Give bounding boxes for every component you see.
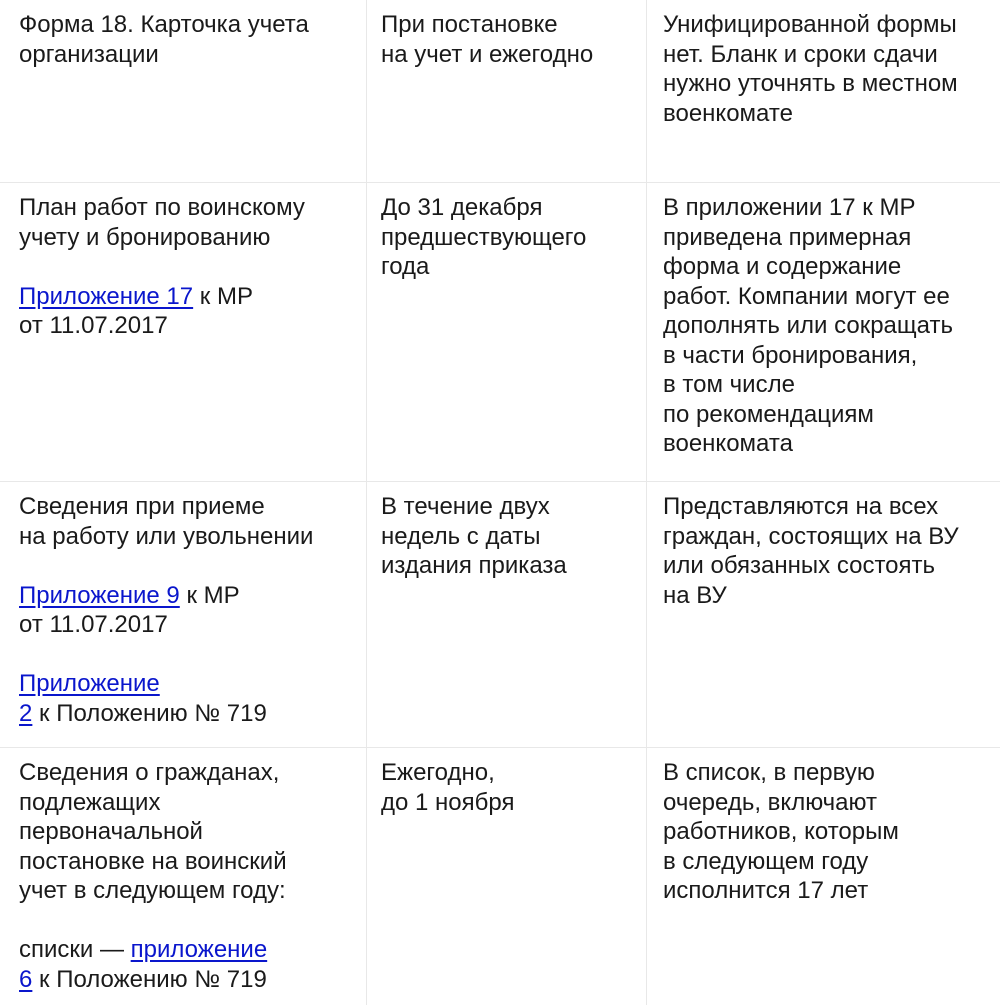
cell-text-line: военкомате (663, 99, 793, 127)
comment-cell (647, 183, 1000, 481)
deadline-cell (367, 0, 647, 182)
cell-text-line: подлежащих (19, 788, 161, 816)
deadline-cell (367, 482, 647, 747)
cell-text-line: При постановке (381, 11, 558, 38)
cell-text-line: Форма 18. Карточка учета (19, 11, 309, 38)
cell-text-line: граждан, состоящих на ВУ (663, 522, 959, 550)
cell-text-line: Ежегодно, (381, 759, 495, 786)
appendix-6-link-number[interactable]: 6 (19, 965, 33, 993)
cell-text-line: от 11.07.2017 (19, 611, 168, 638)
cell-text-line (19, 669, 366, 699)
cell-text-line (19, 965, 366, 995)
cell-text-line (19, 935, 366, 965)
table-row (0, 183, 1000, 482)
document-name-cell (0, 482, 367, 747)
cell-text-line: В приложении 17 к МР (663, 194, 916, 221)
cell-text-line: приведена примерная (663, 223, 912, 251)
cell-text-line: до 1 ноября (381, 788, 515, 816)
cell-text-line: в том числе (663, 371, 795, 398)
cell-text-line: План работ по воинскому (19, 194, 305, 221)
cell-text-line: учет в следующем году: (19, 877, 286, 904)
cell-text-line: предшествующего (381, 223, 587, 251)
cell-text-line: в следующем году (663, 847, 869, 875)
cell-text-line: от 11.07.2017 (19, 312, 168, 339)
cell-text-line (19, 282, 366, 312)
cell-text-line: года (381, 253, 430, 280)
cell-text-line: дополнять или сокращать (663, 312, 953, 339)
cell-text-line: недель с даты (381, 522, 541, 550)
cell-text-line: или обязанных состоять (663, 552, 936, 579)
cell-text-line: военкомата (663, 430, 793, 457)
link-prefix-text: списки — (19, 936, 131, 963)
link-suffix-text: к МР (179, 581, 240, 609)
cell-text-line: на ВУ (663, 581, 727, 609)
cell-text-line: форма и содержание (663, 253, 902, 280)
deadline-cell (367, 748, 647, 1005)
link-suffix-text: к Положению № 719 (32, 699, 267, 727)
cell-text-line: постановке на воинский (19, 847, 287, 875)
appendix-17-link[interactable]: Приложение 17 (19, 282, 194, 310)
cell-text-line: работ. Компании могут ее (663, 282, 950, 310)
link-suffix-text: к МР (193, 282, 253, 310)
appendix-9-link[interactable]: Приложение 9 (19, 581, 180, 609)
cell-text-line: исполнится 17 лет (663, 877, 869, 904)
cell-text-line: нет. Бланк и сроки сдачи (663, 40, 938, 68)
cell-text-line: работников, которым (663, 818, 899, 845)
comment-cell (647, 482, 1000, 747)
cell-text-line: учету и бронированию (19, 223, 271, 251)
cell-text-line: В течение двух (381, 493, 550, 520)
appendix-6-link[interactable]: приложение (130, 936, 268, 963)
cell-text-line: издания приказа (381, 552, 567, 579)
appendix-2-link[interactable]: Приложение (19, 670, 160, 697)
comment-cell (647, 0, 1000, 182)
document-name-cell (0, 0, 367, 182)
cell-text-line: Сведения при приеме (19, 493, 265, 520)
cell-text-line: Унифицированной формы (663, 11, 957, 38)
cell-text-line: на учет и ежегодно (381, 40, 594, 68)
table-row (0, 748, 1000, 1005)
cell-text-line: Представляются на всех (663, 493, 939, 520)
deadline-cell (367, 183, 647, 481)
cell-text-line: очередь, включают (663, 788, 877, 816)
cell-text-line: Сведения о гражданах, (19, 759, 280, 786)
table-row (0, 482, 1000, 748)
cell-text-line: организации (19, 40, 159, 68)
link-suffix-text: к Положению № 719 (32, 965, 267, 993)
document-name-cell (0, 748, 367, 1005)
cell-text-line: В список, в первую (663, 759, 875, 786)
table-row (0, 0, 1000, 183)
cell-text-line (19, 699, 366, 729)
cell-text-line: на работу или увольнении (19, 522, 314, 550)
comment-cell (647, 748, 1000, 1005)
cell-text-line: До 31 декабря (381, 194, 543, 221)
cell-text-line: первоначальной (19, 818, 203, 845)
cell-text-line: нужно уточнять в местном (663, 70, 958, 97)
cell-text-line: по рекомендациям (663, 400, 874, 428)
appendix-2-link-number[interactable]: 2 (19, 699, 33, 727)
cell-text-line: в части бронирования, (663, 341, 918, 369)
cell-text-line (19, 581, 366, 611)
document-name-cell (0, 183, 367, 481)
